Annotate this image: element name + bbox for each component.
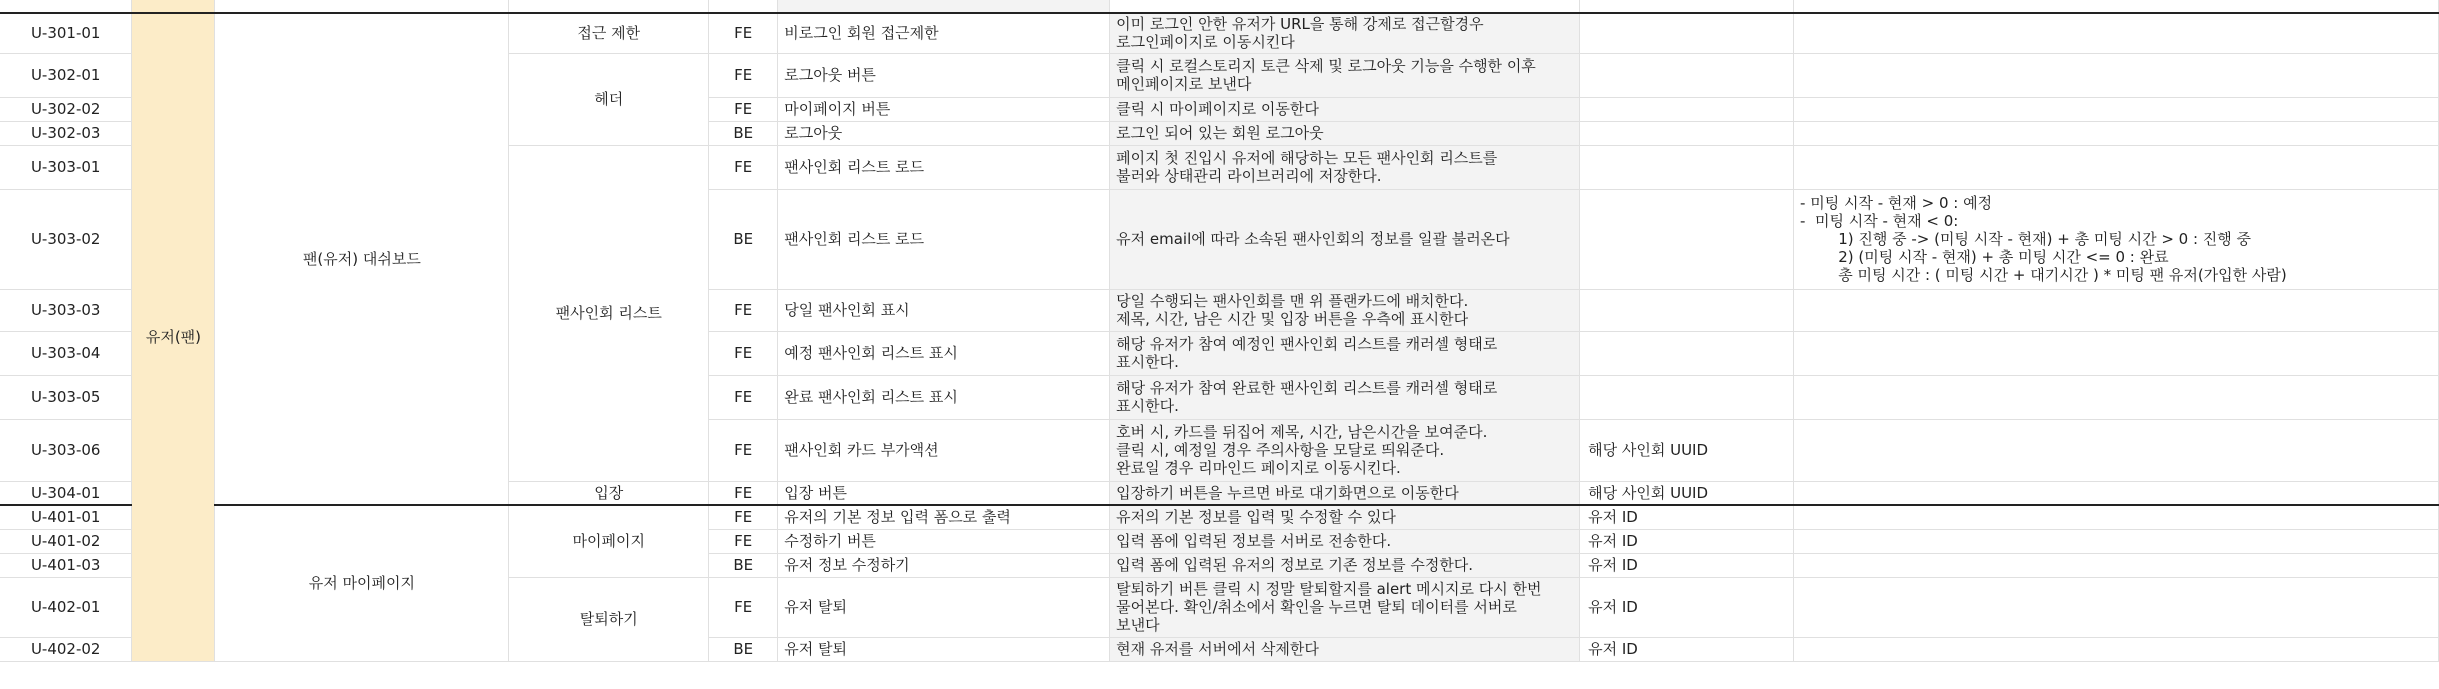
feature-name-cell[interactable]: 당일 팬사인회 표시 — [778, 289, 1110, 331]
feature-name-cell[interactable]: 수정하기 버튼 — [778, 529, 1110, 553]
parameter-cell[interactable]: 유저 ID — [1580, 529, 1794, 553]
cell-empty[interactable] — [0, 0, 132, 13]
feature-name-cell[interactable]: 유저 탈퇴 — [778, 577, 1110, 637]
feature-name-cell[interactable]: 예정 팬사인회 리스트 표시 — [778, 331, 1110, 375]
description-cell[interactable]: 유저 email에 따라 소속된 팬사인회의 정보를 일괄 불러온다 — [1110, 189, 1580, 289]
parameter-cell[interactable] — [1580, 13, 1794, 53]
parameter-cell[interactable] — [1580, 289, 1794, 331]
requirement-id-cell[interactable]: U-304-01 — [0, 481, 132, 505]
requirement-id-cell[interactable]: U-401-03 — [0, 553, 132, 577]
feature-name-cell[interactable]: 로그아웃 버튼 — [778, 53, 1110, 97]
parameter-cell[interactable]: 유저 ID — [1580, 577, 1794, 637]
cell-empty[interactable] — [1580, 0, 1794, 13]
type-cell[interactable]: FE — [709, 331, 778, 375]
requirement-id-cell[interactable]: U-302-03 — [0, 121, 132, 145]
type-cell[interactable]: FE — [709, 13, 778, 53]
subcategory-cell[interactable]: 입장 — [509, 481, 709, 505]
subcategory-cell[interactable]: 헤더 — [509, 53, 709, 145]
requirement-id-cell[interactable]: U-303-03 — [0, 289, 132, 331]
description-cell[interactable]: 입력 폼에 입력된 정보를 서버로 전송한다. — [1110, 529, 1580, 553]
type-cell[interactable]: BE — [709, 637, 778, 661]
description-cell[interactable]: 호버 시, 카드를 뒤집어 제목, 시간, 남은시간을 보여준다. 클릭 시, 예정일 경우 주의사항을 모달로 띄워준다. 완료일 경우 리마인드 페이지로 이동시킨다. — [1110, 419, 1580, 481]
requirement-id-cell[interactable]: U-301-01 — [0, 13, 132, 53]
type-cell[interactable]: FE — [709, 97, 778, 121]
feature-name-cell[interactable]: 비로그인 회원 접근제한 — [778, 13, 1110, 53]
requirement-id-cell[interactable]: U-303-04 — [0, 331, 132, 375]
subcategory-cell[interactable]: 접근 제한 — [509, 13, 709, 53]
parameter-cell[interactable] — [1580, 53, 1794, 97]
cell-empty[interactable] — [709, 0, 778, 13]
requirement-id-cell[interactable]: U-302-01 — [0, 53, 132, 97]
note-cell[interactable] — [1794, 505, 2439, 529]
description-cell[interactable]: 이미 로그인 안한 유저가 URL을 통해 강제로 접근할경우 로그인페이지로 이동시킨다 — [1110, 13, 1580, 53]
requirement-id-cell[interactable]: U-401-01 — [0, 505, 132, 529]
description-cell[interactable]: 입장하기 버튼을 누르면 바로 대기화면으로 이동한다 — [1110, 481, 1580, 505]
description-cell[interactable]: 당일 수행되는 팬사인회를 맨 위 플랜카드에 배치한다. 제목, 시간, 남은 시간 및 입장 버튼을 우측에 표시한다 — [1110, 289, 1580, 331]
note-cell[interactable] — [1794, 331, 2439, 375]
type-cell[interactable]: FE — [709, 529, 778, 553]
note-cell[interactable] — [1794, 529, 2439, 553]
role-cell[interactable]: 유저(팬) — [132, 13, 215, 661]
parameter-cell[interactable]: 유저 ID — [1580, 505, 1794, 529]
requirement-id-cell[interactable]: U-303-06 — [0, 419, 132, 481]
description-cell[interactable]: 페이지 첫 진입시 유저에 해당하는 모든 팬사인회 리스트를 불러와 상태관리 라이브러리에 저장한다. — [1110, 145, 1580, 189]
type-cell[interactable]: FE — [709, 577, 778, 637]
requirement-id-cell[interactable]: U-303-01 — [0, 145, 132, 189]
feature-name-cell[interactable]: 팬사인회 리스트 로드 — [778, 189, 1110, 289]
type-cell[interactable]: FE — [709, 53, 778, 97]
requirement-id-cell[interactable]: U-402-02 — [0, 637, 132, 661]
feature-name-cell[interactable]: 마이페이지 버튼 — [778, 97, 1110, 121]
cell-empty[interactable] — [215, 0, 509, 13]
cell-empty[interactable] — [509, 0, 709, 13]
requirement-id-cell[interactable]: U-402-01 — [0, 577, 132, 637]
note-cell[interactable] — [1794, 375, 2439, 419]
description-cell[interactable]: 클릭 시 마이페이지로 이동한다 — [1110, 97, 1580, 121]
parameter-cell[interactable] — [1580, 331, 1794, 375]
feature-name-cell[interactable]: 유저 탈퇴 — [778, 637, 1110, 661]
note-cell[interactable] — [1794, 577, 2439, 637]
note-cell[interactable] — [1794, 419, 2439, 481]
type-cell[interactable]: BE — [709, 553, 778, 577]
parameter-cell[interactable] — [1580, 121, 1794, 145]
description-cell[interactable]: 입력 폼에 입력된 유저의 정보로 기존 정보를 수정한다. — [1110, 553, 1580, 577]
subcategory-cell[interactable]: 팬사인회 리스트 — [509, 145, 709, 481]
feature-name-cell[interactable]: 팬사인회 카드 부가액션 — [778, 419, 1110, 481]
type-cell[interactable]: FE — [709, 289, 778, 331]
type-cell[interactable]: FE — [709, 481, 778, 505]
description-cell[interactable]: 로그인 되어 있는 회원 로그아웃 — [1110, 121, 1580, 145]
table-row — [0, 505, 2439, 529]
requirement-id-cell[interactable]: U-302-02 — [0, 97, 132, 121]
subcategory-cell[interactable]: 마이페이지 — [509, 505, 709, 577]
parameter-cell[interactable] — [1580, 145, 1794, 189]
note-cell[interactable] — [1794, 481, 2439, 505]
table-row — [0, 13, 2439, 53]
note-cell[interactable] — [1794, 637, 2439, 661]
feature-name-cell[interactable]: 유저의 기본 정보 입력 폼으로 출력 — [778, 505, 1110, 529]
type-cell[interactable]: FE — [709, 375, 778, 419]
subcategory-cell[interactable]: 탈퇴하기 — [509, 577, 709, 661]
note-cell[interactable] — [1794, 121, 2439, 145]
parameter-cell[interactable]: 유저 ID — [1580, 553, 1794, 577]
requirement-id-cell[interactable]: U-401-02 — [0, 529, 132, 553]
parameter-cell[interactable] — [1580, 375, 1794, 419]
description-cell[interactable]: 클릭 시 로컬스토리지 토큰 삭제 및 로그아웃 기능을 수행한 이후 메인페이지로 보낸다 — [1110, 53, 1580, 97]
category-cell[interactable]: 유저 마이페이지 — [215, 505, 509, 661]
cell-empty[interactable] — [132, 0, 215, 13]
type-cell[interactable]: BE — [709, 189, 778, 289]
cell-empty[interactable] — [778, 0, 1110, 13]
note-cell[interactable] — [1794, 13, 2439, 53]
parameter-cell[interactable]: 해당 사인회 UUID — [1580, 419, 1794, 481]
parameter-cell[interactable] — [1580, 97, 1794, 121]
feature-name-cell[interactable]: 로그아웃 — [778, 121, 1110, 145]
parameter-cell[interactable]: 해당 사인회 UUID — [1580, 481, 1794, 505]
description-cell[interactable]: 탈퇴하기 버튼 클릭 시 정말 탈퇴할지를 alert 메시지로 다시 한번 물어본다. 확인/취소에서 확인을 누르면 탈퇴 데이터를 서버로 보낸다 — [1110, 577, 1580, 637]
cell-empty[interactable] — [1110, 0, 1580, 13]
note-cell[interactable] — [1794, 97, 2439, 121]
note-cell[interactable] — [1794, 553, 2439, 577]
requirement-id-cell[interactable]: U-303-05 — [0, 375, 132, 419]
requirement-id-cell[interactable]: U-303-02 — [0, 189, 132, 289]
note-cell[interactable] — [1794, 289, 2439, 331]
description-cell[interactable]: 해당 유저가 참여 예정인 팬사인회 리스트를 캐러셀 형태로 표시한다. — [1110, 331, 1580, 375]
parameter-cell[interactable]: 유저 ID — [1580, 637, 1794, 661]
feature-name-cell[interactable]: 완료 팬사인회 리스트 표시 — [778, 375, 1110, 419]
feature-name-cell[interactable]: 유저 정보 수정하기 — [778, 553, 1110, 577]
type-cell[interactable]: FE — [709, 419, 778, 481]
category-cell[interactable]: 팬(유저) 대쉬보드 — [215, 13, 509, 505]
note-cell[interactable] — [1794, 53, 2439, 97]
note-cell[interactable] — [1794, 145, 2439, 189]
parameter-cell[interactable] — [1580, 189, 1794, 289]
description-cell[interactable]: 해당 유저가 참여 완료한 팬사인회 리스트를 캐러셀 형태로 표시한다. — [1110, 375, 1580, 419]
feature-name-cell[interactable]: 팬사인회 리스트 로드 — [778, 145, 1110, 189]
cell-empty[interactable] — [1794, 0, 2439, 13]
description-cell[interactable]: 현재 유저를 서버에서 삭제한다 — [1110, 637, 1580, 661]
note-cell[interactable]: - 미팅 시작 - 현재 > 0 : 예정 - 미팅 시작 - 현재 < 0: 1) 진행 중 -> (미팅 시작 - 현재) + 총 미팅 시간 > 0 : 진행 중 2) (미팅 시작 - 현재) + 총 미팅 시간 <= 0 : 완료 총 미팅 시간 : ( 미팅 시간 + 대기시간 ) * 미팅 팬 유저(가입한 사람) — [1794, 189, 2439, 289]
feature-name-cell[interactable]: 입장 버튼 — [778, 481, 1110, 505]
type-cell[interactable]: FE — [709, 145, 778, 189]
description-cell[interactable]: 유저의 기본 정보를 입력 및 수정할 수 있다 — [1110, 505, 1580, 529]
type-cell[interactable]: BE — [709, 121, 778, 145]
type-cell[interactable]: FE — [709, 505, 778, 529]
